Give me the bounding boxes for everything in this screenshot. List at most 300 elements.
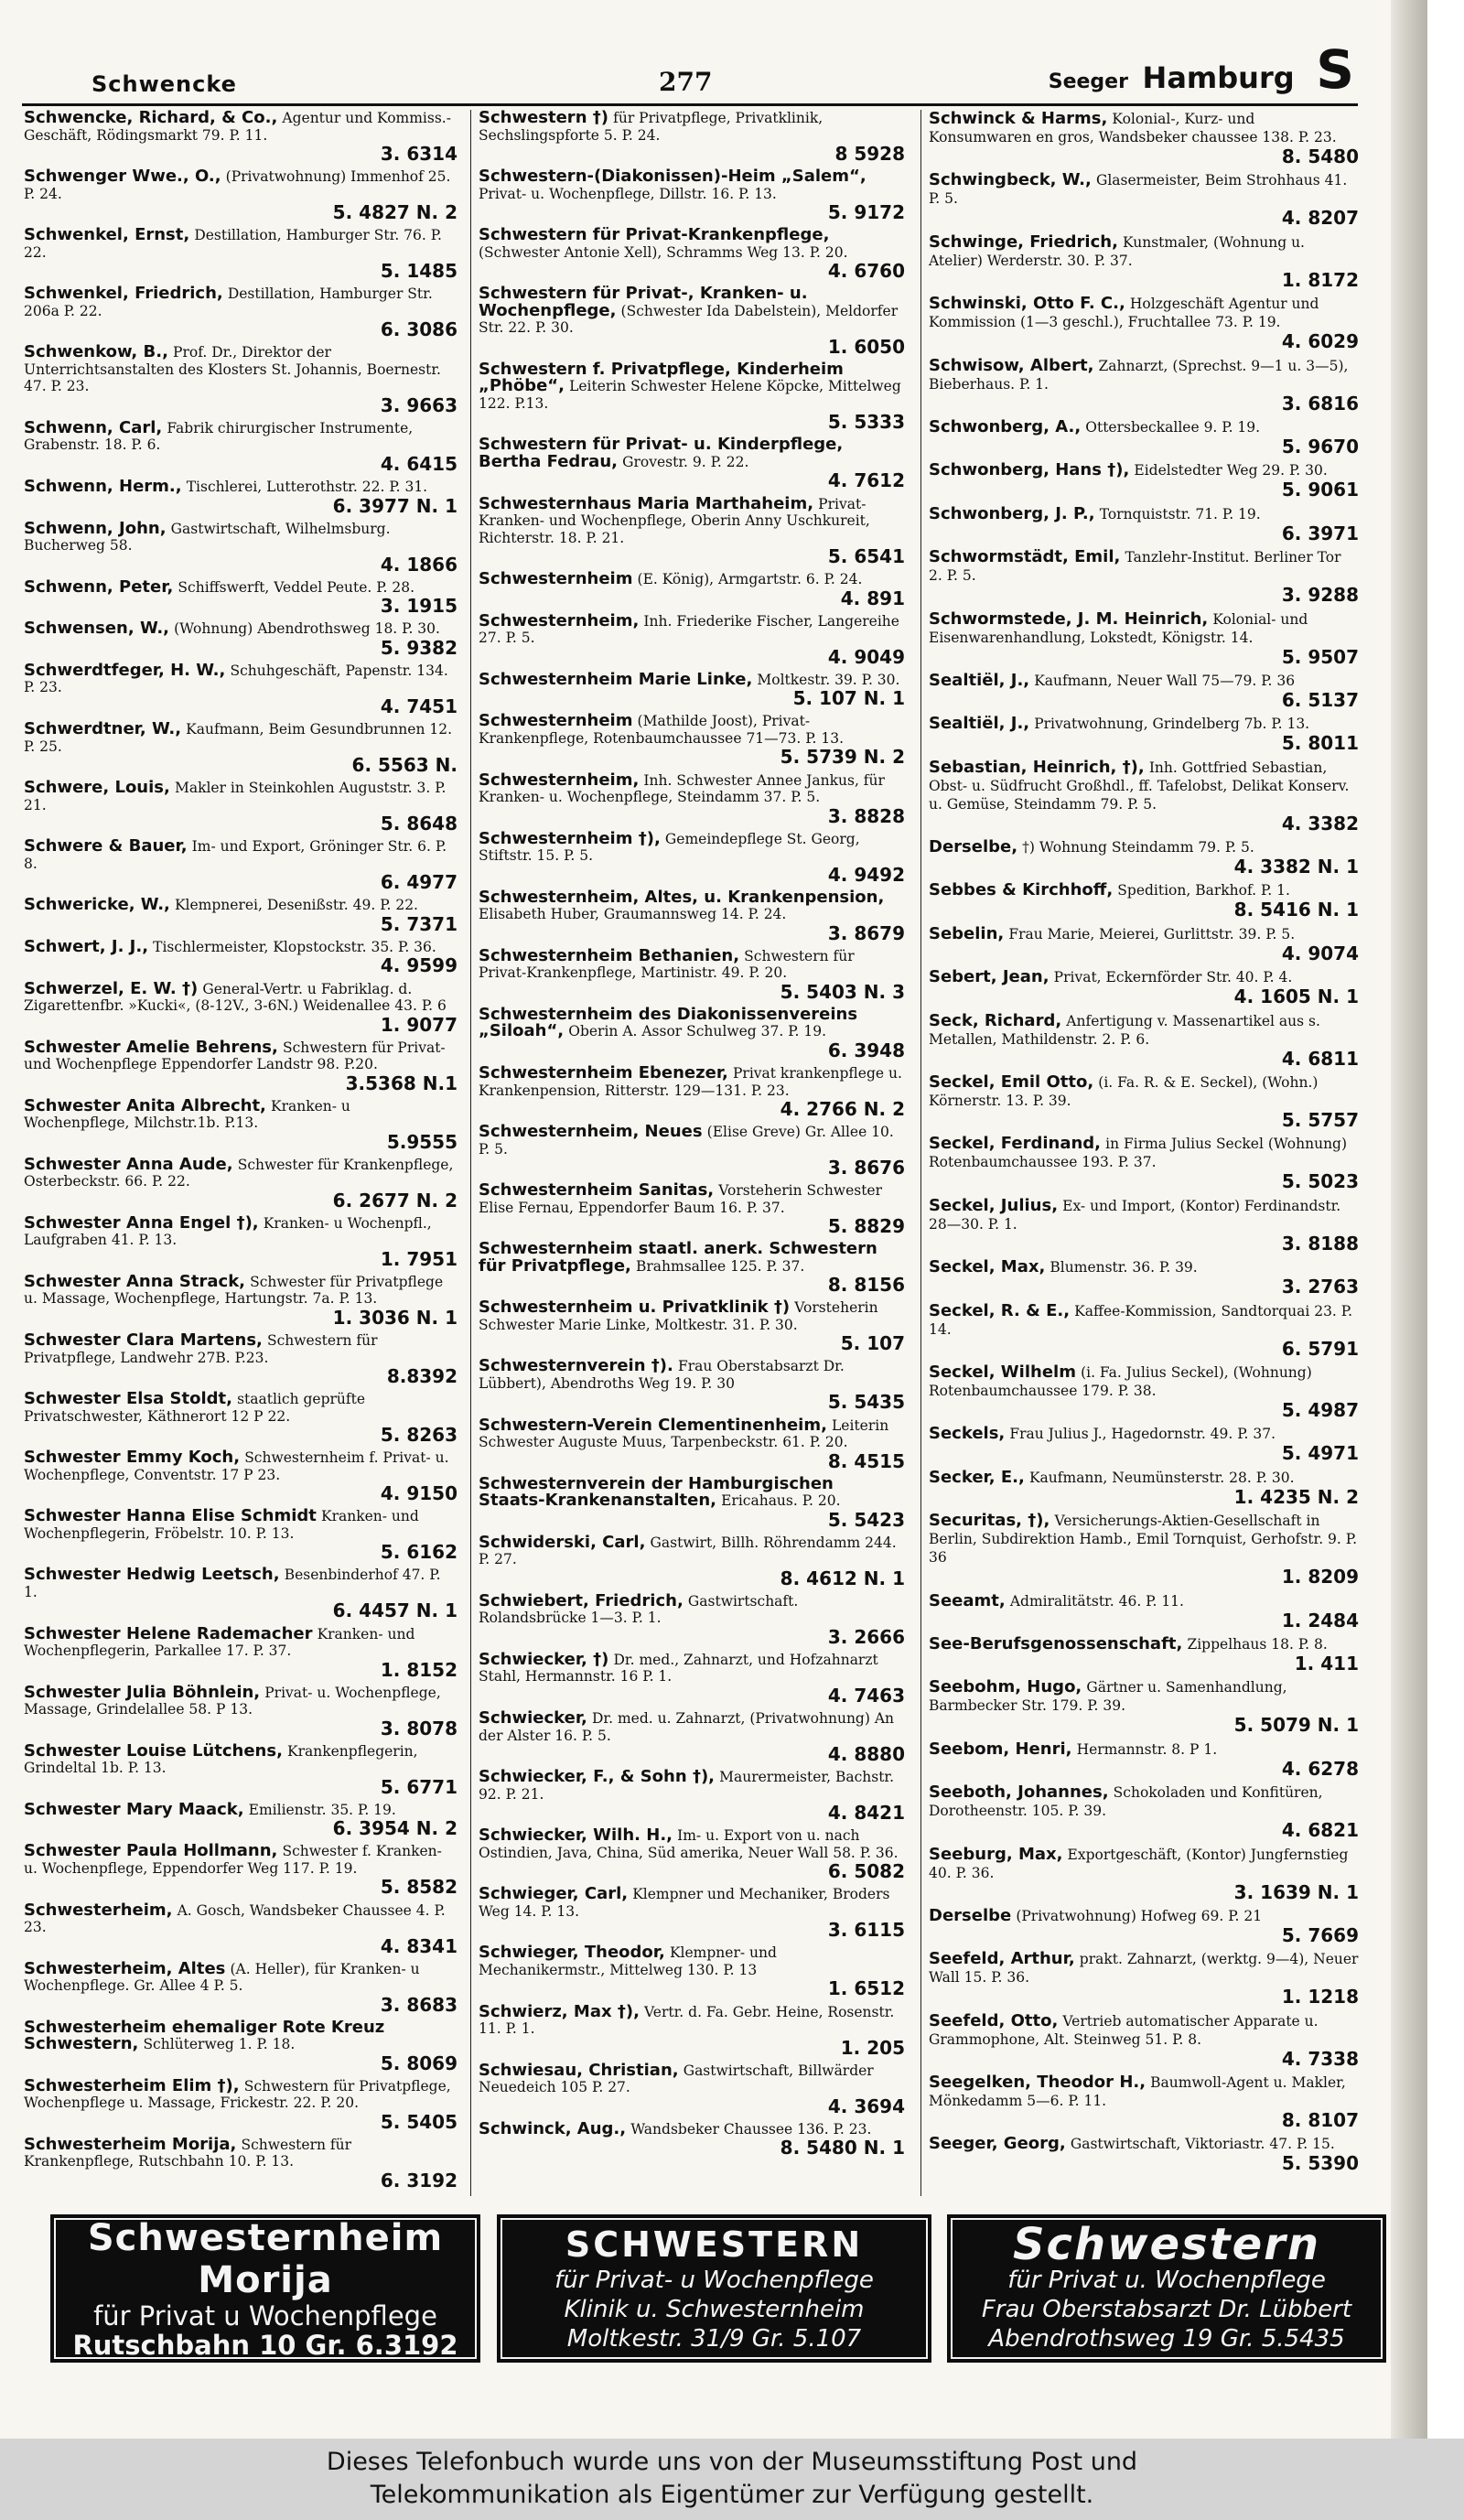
entry-phone-number: 8 5928 (834, 143, 905, 165)
entry-description: Tischlermeister, Klopstockstr. 35. P. 36. (153, 938, 436, 955)
entry-description: Vorsteherin Schwester Marie Linke, Moltkestr. 31. P. 30. (479, 1299, 878, 1333)
directory-entry (24, 1740, 458, 1799)
entry-phone-number: 4. 7612 (827, 469, 905, 492)
entry-description: Gastwirt, Billh. Röhrendamm 244. P. 27. (479, 1534, 897, 1568)
entry-description: (Privatwohnung) Immenhof 25. P. 24. (24, 168, 451, 202)
directory-entry (24, 479, 458, 518)
entry-description: Dr. med., Zahnarzt, und Hofzahnarzt Stahl, Hermannstr. 16 P. 1. (479, 1651, 878, 1685)
entry-name: Schwesternheim, Neues (479, 1122, 703, 1142)
entry-name: Seckel, R. & E., (929, 1300, 1071, 1320)
entry-name: Schwenkow, B., (24, 342, 168, 362)
entry-name: Schwonberg, Hans †), (929, 460, 1130, 480)
header-divider (22, 103, 1358, 106)
entry-description: Kolonial-, Kurz- und Konsumwaren en gros, Wandsbeker chaussee 138. P. 23. (929, 111, 1337, 145)
entry-name: Schwestern für Privat- u. Kinderpflege, Bertha Fedrau, (479, 435, 844, 471)
entry-description: Hermannstr. 8. P 1. (1076, 1740, 1218, 1758)
entry-name: Schwenkel, Friedrich, (24, 284, 223, 304)
directory-entry (479, 285, 905, 359)
entry-phone-number: 5. 9061 (1281, 479, 1359, 501)
entry-phone-number: 5. 5423 (827, 1508, 905, 1531)
entry-description: Schwestern für Privatpflege, Landwehr 27B. P.23. (24, 1332, 378, 1366)
directory-entry (479, 1358, 905, 1414)
entry-name: Seebom, Henri, (929, 1739, 1072, 1759)
entry-name: Seeamt, (929, 1590, 1006, 1610)
entry-name: Seckel, Julius, (929, 1195, 1059, 1215)
entry-name: Schwericke, W., (24, 895, 170, 915)
entry-description: Privat krankenpflege u. Krankenpension, Ritterstr. 129—131. P. 23. (479, 1065, 902, 1099)
entry-name: Schwisow, Albert, (929, 355, 1094, 375)
entry-phone-number: 3. 8683 (380, 1993, 458, 2016)
entry-description: Schlüterweg 1. P. 18. (143, 2036, 296, 2053)
ad-schwesternheim-morija (50, 2214, 480, 2363)
entry-phone-number: 5. 5435 (827, 1391, 905, 1414)
directory-entry (24, 1039, 458, 1095)
entry-name: Seeburg, Max, (929, 1844, 1063, 1864)
entry-name: Schwesternhaus Maria Marthaheim, (479, 493, 814, 513)
directory-entry (24, 1154, 458, 1212)
entry-name: Schwesterheim Elim †), (24, 2075, 240, 2095)
entry-description: Agentur und Kommiss.-Geschäft, Rödingsmarkt 79. P. 11. (24, 110, 451, 144)
entry-phone-number: 8. 4612 N. 1 (780, 1567, 905, 1589)
entry-description: Vorsteherin Schwester Elise Fernau, Eppendorfer Baum 16. P. 37. (479, 1182, 883, 1216)
entry-phone-number: 6. 4977 (380, 871, 458, 894)
directory-entry (929, 968, 1359, 1008)
entry-description: Ericahaus. P. 20. (721, 1492, 841, 1510)
directory-entry (24, 576, 458, 619)
entry-name: Schwere & Bauer, (24, 836, 188, 856)
entry-phone-number: 1. 1218 (1281, 1986, 1359, 2008)
entry-name: Seckel, Max, (929, 1257, 1046, 1277)
entry-phone-number: 5. 5023 (1281, 1170, 1359, 1193)
entry-phone-number: 6. 5082 (827, 1860, 905, 1883)
entry-name: Schwestern †) (479, 110, 608, 127)
directory-entry (479, 1886, 905, 1942)
directory-entry (24, 1958, 458, 2017)
entry-description: (Schwester Ida Dabelstein), Meldorfer Str. 22. P. 30. (479, 302, 899, 337)
directory-entry (24, 1799, 458, 1841)
directory-entry (479, 889, 905, 945)
entry-description: Schwestern für Krankenpflege, Rutschbahn 10. P. 13. (24, 2136, 352, 2170)
directory-entry (479, 227, 905, 283)
directory-entry (929, 715, 1359, 755)
entry-phone-number: 1. 8152 (380, 1658, 458, 1681)
entry-description: Schwesternheim f. Privat- u. Wochenpflege, Conventstr. 17 P 23. (24, 1449, 449, 1483)
entry-name: Schwenn, Peter, (24, 576, 174, 597)
entry-name: Schwester Hanna Elise Schmidt (24, 1506, 317, 1526)
entry-phone-number: 3. 2763 (1281, 1276, 1359, 1298)
entry-name: Schwester Anna Engel †), (24, 1212, 259, 1233)
entry-phone-number: 4. 6029 (1281, 330, 1359, 353)
directory-entry (24, 1332, 458, 1388)
entry-name: Schwenn, Herm., (24, 477, 182, 497)
entry-description: Kaufmann, Neumünsterstr. 28. P. 30. (1028, 1469, 1295, 1486)
directory-entry (929, 110, 1359, 168)
entry-description: Baumwoll-Agent u. Makler, Mönkedamm 5—6. P. 11. (929, 2074, 1346, 2110)
entry-description: Elisabeth Huber, Graumannsweg 14. P. 24. (479, 906, 787, 923)
directory-entry (24, 1682, 458, 1740)
entry-name: Schwiderski, Carl, (479, 1532, 646, 1552)
entry-name: Schwenn, Carl, (24, 417, 163, 437)
entry-description: Eidelstedter Weg 29. P. 30. (1134, 462, 1328, 479)
directory-entry (479, 1182, 905, 1238)
entry-description: Im- und Export, Gröninger Str. 6. P. 8. (24, 838, 447, 872)
entry-description: Fabrik chirurgischer Instrumente, Grabenstr. 18. P. 6. (24, 419, 414, 454)
directory-entry (929, 295, 1359, 353)
entry-phone-number: 6. 3977 N. 1 (332, 494, 458, 517)
entry-description: Privat- u. Wochenpflege, Massage, Grindelallee 58. P 13. (24, 1684, 441, 1718)
entry-description: Holzgeschäft Agentur und Kommission (1—3 geschl.), Fruchtallee 73. P. 19. (929, 296, 1319, 331)
ad-line: Frau Oberstabsarzt Dr. Lübbert (981, 2296, 1352, 2323)
entry-phone-number: 5. 1485 (380, 260, 458, 283)
entry-name: Schwester Louise Lütchens, (24, 1740, 283, 1761)
entry-phone-number: 8. 5480 (1281, 145, 1359, 167)
entry-phone-number: 3. 6816 (1281, 392, 1359, 415)
directory-entry (24, 721, 458, 777)
directory-entry (929, 881, 1359, 921)
entry-description: (Privatwohnung) Hofweg 69. P. 21 (1016, 1907, 1263, 1924)
entry-description: in Firma Julius Seckel (Wohnung) Rotenbaumchaussee 193. P. 37. (929, 1136, 1348, 1171)
directory-entry (929, 925, 1359, 965)
entry-name: Sebbes & Kirchhoff, (929, 880, 1114, 900)
directory-columns (24, 110, 1360, 2196)
ad-schwestern-luebbert (947, 2214, 1386, 2363)
entry-name: Schwester Helene Rademacher (24, 1623, 313, 1643)
entry-description: Gastwirtschaft, Billwärder Neuedeich 105 P. 27. (479, 2062, 874, 2096)
directory-entry (929, 610, 1359, 669)
directory-entry (24, 1623, 458, 1682)
entry-phone-number: 8. 8156 (827, 1274, 905, 1297)
directory-entry (929, 233, 1359, 292)
entry-name: Schwesternverein †). (479, 1356, 673, 1376)
directory-entry (929, 171, 1359, 230)
entry-phone-number: 6. 3954 N. 2 (332, 1817, 458, 1840)
directory-entry (479, 1473, 905, 1532)
entry-phone-number: 4. 891 (840, 587, 905, 609)
directory-entry (24, 344, 458, 417)
entry-description: Schwester für Privatpflege u. Massage, Wochenpflege, Hartungstr. 7a. P. 13. (24, 1273, 444, 1308)
entry-name: Schwormstede, J. M. Heinrich, (929, 608, 1209, 629)
entry-phone-number: 6. 2677 N. 2 (332, 1189, 458, 1212)
entry-phone-number: 6. 5137 (1281, 688, 1359, 711)
entry-name: Sebelin, (929, 923, 1005, 943)
entry-phone-number: 8. 5480 N. 1 (780, 2137, 905, 2159)
entry-description: Schwestern für Privatpflege, Wochenpflege u. Massage, Frickestr. 22. P. 20. (24, 2077, 451, 2112)
directory-entry (929, 1740, 1359, 1781)
entry-description: Privat, Eckernförder Str. 40. P. 4. (1053, 969, 1293, 986)
entry-phone-number: 4. 1605 N. 1 (1233, 985, 1359, 1008)
directory-entry (479, 610, 905, 669)
directory-entry (929, 1302, 1359, 1361)
entry-description: Maurermeister, Bachstr. 92. P. 21. (479, 1769, 895, 1803)
entry-phone-number: 8.8392 (386, 1365, 458, 1388)
entry-name: Schwenkel, Ernst, (24, 225, 190, 245)
entry-phone-number: 5. 107 (840, 1332, 905, 1355)
directory-entry (929, 1073, 1359, 1132)
entry-description: Gärtner u. Samenhandlung, Barmbecker Str. 179. P. 39. (929, 1679, 1287, 1715)
entry-phone-number: 5. 8263 (380, 1424, 458, 1447)
directory-entry (929, 1950, 1359, 2008)
entry-phone-number: 5. 7669 (1281, 1923, 1359, 1946)
entry-name: Securitas, †), (929, 1511, 1050, 1531)
entry-phone-number: 4. 6278 (1281, 1757, 1359, 1780)
directory-entry (479, 1769, 905, 1825)
entry-description: Privat-Kranken- und Wochenpflege, Oberin Anny Uschkureit, Richterstr. 18. P. 21. (479, 495, 870, 546)
entry-phone-number: 5. 4827 N. 2 (332, 201, 458, 224)
entry-description: (Wohnung) Abendrothsweg 18. P. 30. (174, 620, 440, 638)
ad-line: Abendrothsweg 19 Gr. 5.5435 (988, 2325, 1345, 2353)
directory-entry (479, 1532, 905, 1590)
entry-description: prakt. Zahnarzt, (werktg. 9—4), Neuer Wall 15. P. 36. (929, 1951, 1359, 1987)
entry-description: Gemeindepflege St. Georg, Stiftstr. 15. P. 5. (479, 830, 860, 865)
directory-entry (479, 361, 905, 435)
entry-phone-number: 1. 4235 N. 2 (1233, 1485, 1359, 1508)
entry-name: Schwingbeck, W., (929, 170, 1092, 190)
entry-description: Moltkestr. 39. P. 30. (757, 671, 900, 688)
entry-name: Sebastian, Heinrich, †), (929, 757, 1145, 777)
directory-entry (929, 2012, 1359, 2071)
ad-line: für Privat- u Wochenpflege (554, 2267, 874, 2294)
entry-phone-number: 5. 8648 (380, 813, 458, 835)
header-first-entry: Schwencke (92, 71, 237, 97)
entry-name: Schwester Elsa Stoldt, (24, 1389, 232, 1409)
entry-phone-number: 4. 1866 (380, 553, 458, 576)
entry-description: Inh. Gottfried Sebastian, Obst- u. Südfrucht Großhdl., ff. Tafelobst, Delikat Konserv. u. Gemüse, Steindamm 79. P. 5. (929, 759, 1350, 813)
entry-phone-number: 5. 8069 (380, 2052, 458, 2074)
entry-name: Seck, Richard, (929, 1010, 1062, 1030)
directory-entry (24, 838, 458, 894)
directory-entry (24, 1095, 458, 1154)
entry-description: Oberin A. Assor Schulweg 37. P. 19. (568, 1023, 827, 1040)
entry-description: (i. Fa. Julius Seckel), (Wohnung) Rotenbaumchaussee 179. P. 38. (929, 1363, 1312, 1399)
entry-description: Schuhgeschäft, Papenstr. 134. P. 23. (24, 662, 448, 696)
entry-phone-number: 4. 8880 (827, 1743, 905, 1766)
directory-entry (929, 1512, 1359, 1588)
entry-description: für Privatpflege, Privatklinik, Sechslingspforte 5. P. 24. (479, 110, 824, 144)
entry-name: Schwester Mary Maack, (24, 1799, 244, 1819)
entry-phone-number: 4. 6821 (1281, 1819, 1359, 1842)
ad-line: für Privat u. Wochenpflege (1007, 2267, 1326, 2294)
entry-name: Schwonberg, A., (929, 416, 1082, 436)
entry-description: Privatwohnung, Grindelberg 7b. P. 13. (1034, 716, 1310, 733)
entry-name: Schwensen, W., (24, 619, 170, 639)
entry-name: Schwere, Louis, (24, 778, 170, 798)
directory-entry (24, 2134, 458, 2192)
directory-entry (479, 1944, 905, 2000)
entry-phone-number: 3. 1915 (380, 595, 458, 618)
entry-phone-number: 4. 9492 (827, 863, 905, 886)
entry-name: Schwerdtner, W., (24, 719, 182, 739)
directory-entry (24, 978, 458, 1037)
directory-entry (479, 1827, 905, 1883)
entry-description: Spedition, Barkhof. P. 1. (1117, 882, 1290, 899)
directory-entry (929, 2135, 1359, 2175)
entry-description: Kranken- u Wochenpfl., Laufgraben 41. P. 13. (24, 1214, 432, 1249)
directory-entry (24, 2075, 458, 2134)
entry-name: Schwester Anna Aude, (24, 1154, 233, 1174)
directory-entry (24, 620, 458, 660)
entry-name: Schwinck & Harms, (929, 110, 1108, 128)
entry-phone-number: 3. 9663 (380, 393, 458, 416)
directory-entry (929, 1012, 1359, 1071)
header-letter: S (1316, 38, 1354, 101)
entry-description: Kaffee-Kommission, Sandtorquai 23. P. 14. (929, 1302, 1352, 1338)
entry-name: Schwester Clara Martens, (24, 1330, 263, 1351)
entry-description: Zahnarzt, (Sprechst. 9—1 u. 3—5), Bieberhaus. P. 1. (929, 357, 1349, 393)
directory-entry (479, 1649, 905, 1707)
directory-entry (929, 1197, 1359, 1255)
directory-entry (929, 1135, 1359, 1193)
entry-description: Leiterin Schwester Helene Köpcke, Mittelweg 122. P.13. (479, 378, 901, 412)
entry-phone-number: 8. 4515 (827, 1449, 905, 1472)
ad-line: für Privat u Wochenpflege (93, 2300, 437, 2332)
entry-description: Zippelhaus 18. P. 8. (1187, 1635, 1328, 1653)
directory-entry (479, 168, 905, 224)
entry-name: Schwesternheim Ebenezer, (479, 1063, 728, 1082)
entry-phone-number: 5. 8011 (1281, 732, 1359, 755)
directory-entry (479, 2062, 905, 2118)
entry-phone-number: 3. 8828 (827, 804, 905, 827)
entry-name: Schwesternheim u. Privatklinik †) (479, 1298, 791, 1318)
directory-entry (479, 2001, 905, 2060)
entry-name: Schwesternheim Bethanien, (479, 945, 740, 965)
entry-description: Vertr. d. Fa. Gebr. Heine, Rosenstr. 11. P. 1. (479, 2003, 895, 2037)
directory-entry (929, 1258, 1359, 1298)
entry-description: Brahmsallee 125. P. 37. (635, 1257, 805, 1275)
ad-line: Klinik u. Schwesternheim (564, 2296, 865, 2323)
entry-description: Frau Marie, Meierei, Gurlittstr. 39. P. 5. (1008, 925, 1296, 942)
entry-name: Seckel, Wilhelm (929, 1362, 1076, 1382)
entry-description: A. Gosch, Wandsbeker Chaussee 4. P. 23. (24, 1901, 446, 1935)
entry-description: Gastwirtschaft, Wilhelmsburg. Bucherweg 58. (24, 520, 391, 555)
directory-entry (479, 772, 905, 828)
entry-name: Seefeld, Otto, (929, 2010, 1059, 2030)
ad-title: Schwestern (1012, 2219, 1320, 2270)
entry-phone-number: 1. 6512 (827, 1977, 905, 2000)
entry-phone-number: 3. 9288 (1281, 584, 1359, 607)
directory-entry (929, 1635, 1359, 1675)
entry-name: Schwenn, John, (24, 518, 167, 538)
ad-schwestern-klinik (497, 2214, 931, 2363)
page-header (92, 37, 1354, 101)
advertisements (50, 2214, 1386, 2370)
entry-description: Krankenpflegerin, Grindeltal 1b. P. 13. (24, 1742, 418, 1777)
entry-phone-number: 1. 3036 N. 1 (332, 1306, 458, 1329)
entry-name: Schwesternheim (479, 711, 633, 731)
entry-description: (Elise Greve) Gr. Allee 10. P. 5. (479, 1124, 894, 1158)
directory-entry (24, 662, 458, 718)
entry-phone-number: 3. 8676 (827, 1157, 905, 1179)
page-number: 277 (659, 67, 713, 97)
directory-entry (479, 571, 905, 610)
entry-description: (Schwester Antonie Xell), Schramms Weg 13. P. 20. (479, 243, 848, 261)
directory-entry (929, 759, 1359, 835)
entry-description: Schwester für Krankenpflege, Osterbeckstr. 66. P. 22. (24, 1156, 454, 1190)
directory-entry (479, 1417, 905, 1473)
entry-phone-number: 5. 5405 (380, 2110, 458, 2133)
directory-entry (24, 1902, 458, 1958)
entry-description: Privat- u. Wochenpflege, Dillstr. 16. P. 13. (479, 185, 777, 202)
entry-phone-number: 5. 8829 (827, 1215, 905, 1238)
entry-name: Schwesternheim, (479, 770, 640, 790)
entry-name: Schwesternheim, Altes, u. Krankenpension, (479, 887, 885, 907)
entry-phone-number: 4. 9049 (827, 645, 905, 668)
entry-description: Versicherungs-Aktien-Gesellschaft in Berlin, Subdirektion Hamb., Emil Tornquist, Gerhofstr. 9. P. 36 (929, 1513, 1357, 1567)
directory-entry (479, 713, 905, 769)
entry-description: Ottersbeckallee 9. P. 19. (1085, 418, 1261, 436)
entry-name: Schwestern für Privat-Krankenpflege, (479, 225, 830, 245)
entry-name: Schwesternheim staatl. anerk. Schwestern für Privatpflege, (479, 1239, 877, 1276)
entry-name: Secker, E., (929, 1467, 1025, 1487)
entry-name: Schwestern-Verein Clementinenheim, (479, 1415, 827, 1435)
entry-phone-number: 4. 8421 (827, 1802, 905, 1825)
entry-description: Frau Julius J., Hagedornstr. 49. P. 37. (1009, 1426, 1276, 1443)
entry-name: Schwiebert, Friedrich, (479, 1590, 684, 1610)
entry-name: Seefeld, Arthur, (929, 1949, 1075, 1969)
entry-description: Kranken- und Wochenpflegerin, Fröbelstr. 10. P. 13. (24, 1508, 419, 1542)
entry-phone-number: 5. 6541 (827, 545, 905, 568)
directory-entry (929, 505, 1359, 545)
entry-name: Seeger, Georg, (929, 2134, 1066, 2154)
directory-entry (929, 838, 1359, 878)
entry-name: Schwonberg, J. P., (929, 503, 1095, 523)
entry-description: Tanzlehr-Institut. Berliner Tor 2. P. 5. (929, 549, 1341, 585)
entry-description: Besenbinderhof 47. P. 1. (24, 1567, 441, 1600)
entry-phone-number: 4. 9074 (1281, 942, 1359, 964)
directory-entry (479, 110, 905, 166)
entry-phone-number: 4. 3382 N. 1 (1233, 856, 1359, 878)
entry-name: Schwesterheim Morija, (24, 2134, 237, 2154)
directory-entry (929, 357, 1359, 415)
directory-entry (929, 1363, 1359, 1422)
entry-phone-number: 6. 5791 (1281, 1337, 1359, 1360)
entry-description: (E. König), Armgartstr. 6. P. 24. (637, 571, 863, 588)
directory-entry (24, 1508, 458, 1564)
entry-phone-number: 5. 7371 (380, 912, 458, 935)
entry-description: Dr. med. u. Zahnarzt, (Privatwohnung) An der Alster 16. P. 5. (479, 1710, 895, 1744)
ad-title: SCHWESTERN (565, 2224, 864, 2265)
entry-name: Schwiesau, Christian, (479, 2060, 679, 2080)
entry-name: Schwiecker, †) (479, 1649, 609, 1669)
entry-name: Schwert, J. J., (24, 936, 149, 956)
entry-name: Schwesterheim, Altes (24, 1958, 226, 1978)
entry-phone-number: 4. 3694 (827, 2095, 905, 2117)
entry-description: Tornquiststr. 71. P. 19. (1099, 505, 1261, 522)
entry-name: Schwesternverein der Hamburgischen Staats-Krankenanstalten, (479, 1473, 834, 1511)
entry-phone-number: 5. 107 N. 1 (792, 687, 905, 710)
entry-name: Schwerzel, E. W. †) (24, 978, 199, 998)
entry-name: Derselbe (929, 1905, 1012, 1925)
entry-phone-number: 5. 5757 (1281, 1109, 1359, 1132)
entry-description: Kranken- und Wochenpflegerin, Parkallee 17. P. 37. (24, 1625, 415, 1660)
entry-phone-number: 1. 8172 (1281, 268, 1359, 291)
entry-description: †) Wohnung Steindamm 79. P. 5. (1022, 839, 1254, 856)
directory-column-1 (24, 110, 458, 2196)
directory-entry (929, 1907, 1359, 1947)
entry-name: Schwesterheim ehemaliger Rote Kreuz Schwestern, (24, 2017, 385, 2054)
entry-name: Schwiecker, Wilh. H., (479, 1825, 673, 1846)
directory-entry (479, 945, 905, 1004)
directory-entry (929, 461, 1359, 501)
directory-entry (479, 1299, 905, 1355)
entry-name: Schwierz, Max †), (479, 2001, 640, 2021)
entry-description: Destillation, Hamburger Str. 76. P. 22. (24, 227, 442, 261)
entry-description: (Mathilde Joost), Privat-Krankenpflege, Rotenbaumchaussee 71—73. P. 13. (479, 713, 845, 747)
entry-phone-number: 3. 2666 (827, 1625, 905, 1648)
directory-entry (24, 1391, 458, 1447)
entry-phone-number: 5. 9382 (380, 636, 458, 659)
entry-name: Seeboth, Johannes, (929, 1782, 1109, 1803)
entry-phone-number: 1. 2484 (1281, 1609, 1359, 1632)
